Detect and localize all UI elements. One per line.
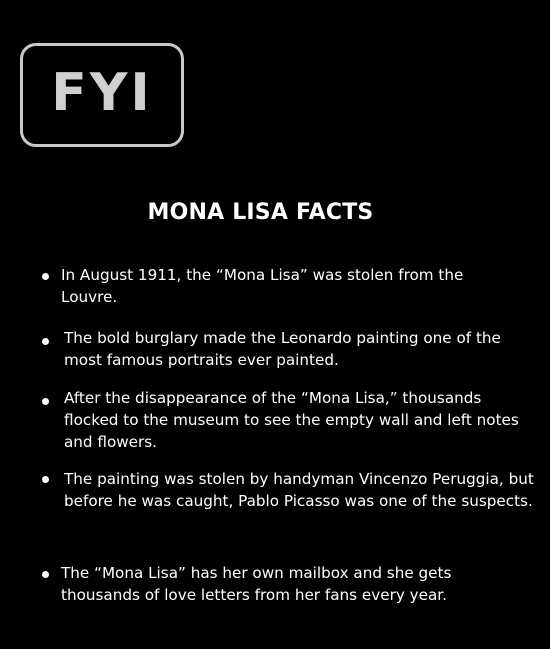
- bullet-icon: [42, 398, 49, 405]
- fact-item: [61, 264, 501, 308]
- page-title: MONA LISA FACTS: [147, 200, 374, 225]
- fact-text: In August 1911, the “Mona Lisa” was stolen from the Louvre.: [61, 266, 464, 306]
- bullet-icon: [42, 476, 49, 483]
- fact-text: After the disappearance of the “Mona Lisa,” thousands flocked to the museum to see the empty wall and left notes and flowers.: [64, 389, 519, 451]
- fact-text: The “Mona Lisa” has her own mailbox and she gets thousands of love letters from her fans every year.: [61, 564, 452, 604]
- fact-item: [61, 562, 511, 606]
- fact-item: [64, 387, 538, 453]
- fyi-logo-text: FYI: [51, 63, 153, 123]
- fact-text: The bold burglary made the Leonardo painting one of the most famous portraits ever painted.: [64, 329, 501, 369]
- bullet-icon: [42, 273, 49, 280]
- fyi-logo: [20, 43, 184, 147]
- bullet-icon: [42, 571, 49, 578]
- fact-item: [64, 468, 540, 512]
- fact-item: [64, 327, 534, 371]
- bullet-icon: [42, 338, 49, 345]
- fact-text: The painting was stolen by handyman Vincenzo Peruggia, but before he was caught, Pablo Picasso was one of the suspects.: [64, 470, 534, 510]
